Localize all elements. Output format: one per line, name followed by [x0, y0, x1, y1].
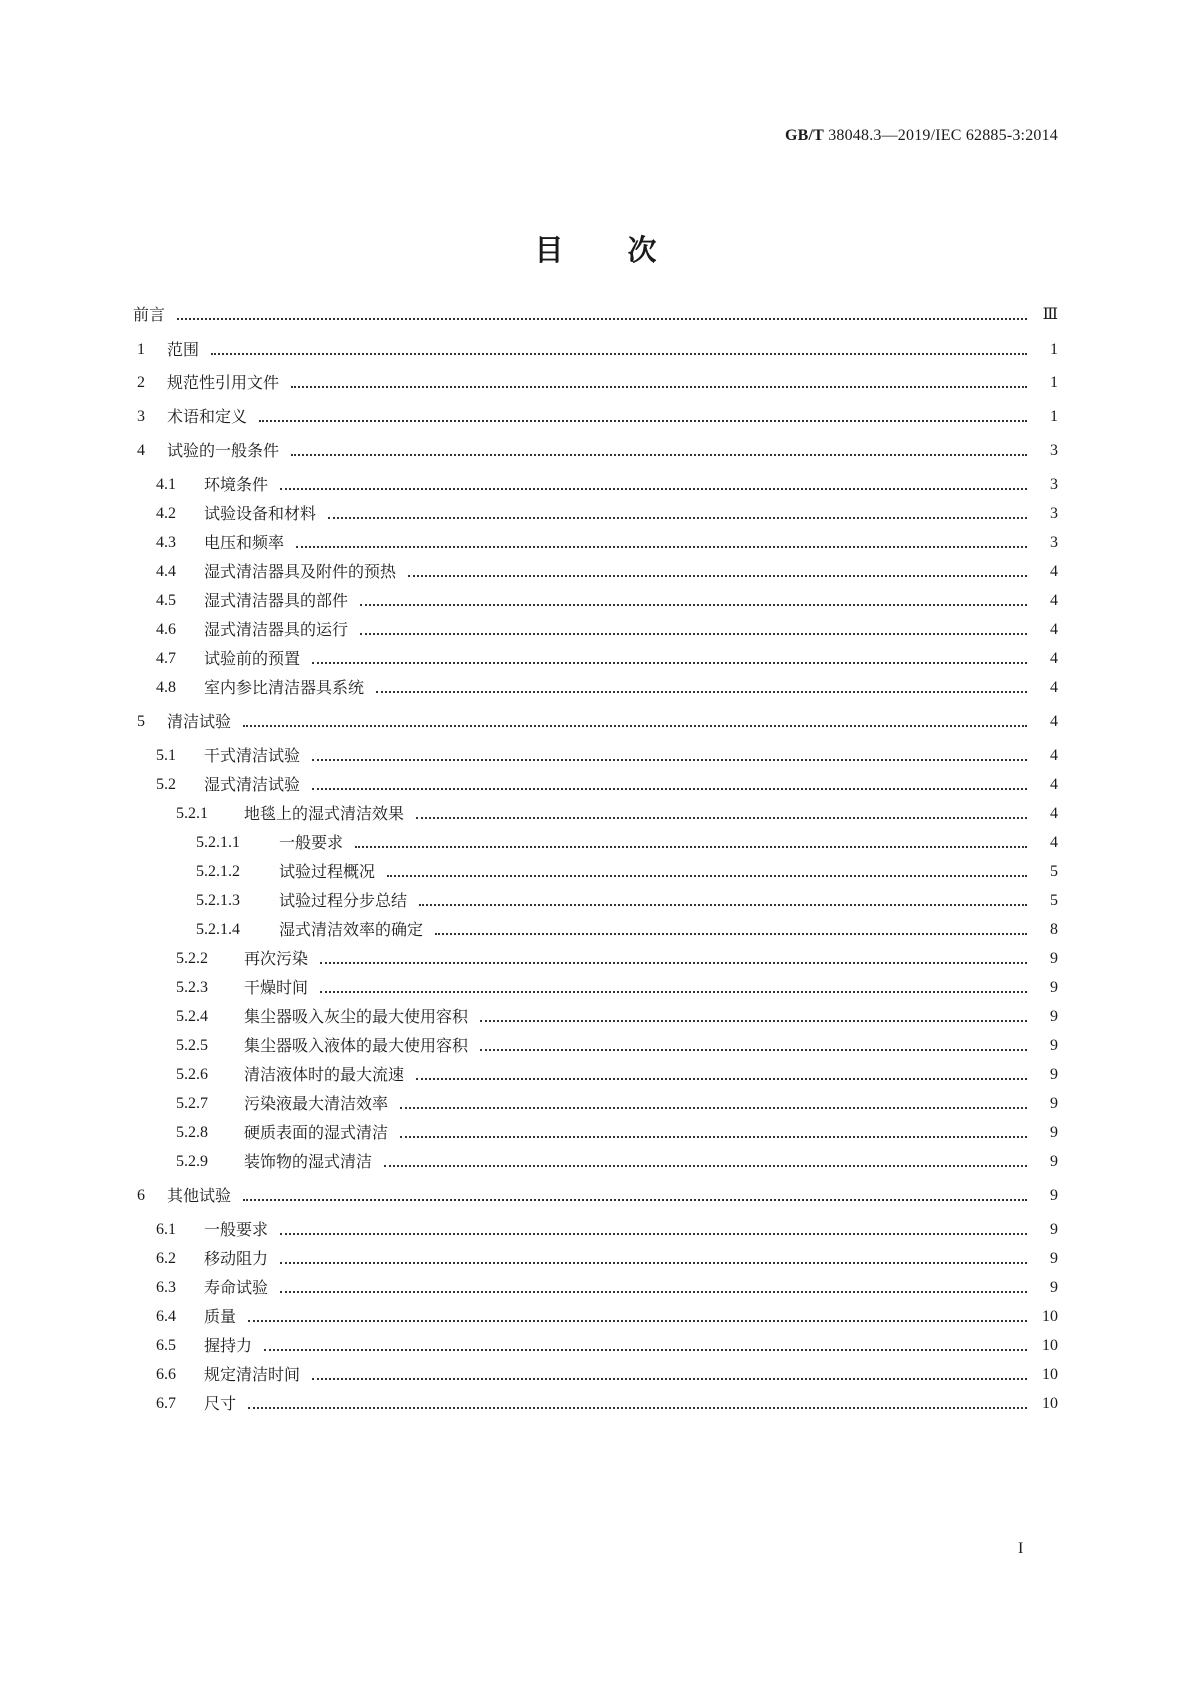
toc-leader-dots: [312, 788, 1027, 790]
toc-entry-number: 4.1: [156, 476, 176, 493]
toc-entry-label: 集尘器吸入液体的最大使用容积: [244, 1036, 469, 1055]
toc-leader-dots: [355, 846, 1027, 848]
toc-entry-label: 范围: [167, 340, 200, 359]
toc-entry-label: 前言: [133, 305, 166, 324]
toc-entry-number: 5.2: [156, 776, 176, 793]
page-number: I: [1018, 1540, 1024, 1557]
toc-leader-dots: [416, 817, 1027, 819]
toc-leader-dots: [384, 1165, 1027, 1167]
toc-entry[interactable]: [0, 710, 1191, 734]
toc-entry-page: 3: [1050, 476, 1058, 493]
toc-leader-dots: [328, 517, 1027, 519]
toc-entry-number: 6: [137, 1187, 145, 1204]
toc-entry-label: 装饰物的湿式清洁: [244, 1152, 373, 1171]
toc-leader-dots: [419, 904, 1027, 906]
toc-entry-number: 6.2: [156, 1250, 176, 1267]
toc-leader-dots: [280, 1291, 1027, 1293]
toc-entry-label: 湿式清洁效率的确定: [279, 920, 424, 939]
toc-entry[interactable]: [0, 947, 1191, 971]
toc-entry-label: 规定清洁时间: [204, 1365, 301, 1384]
toc-leader-dots: [320, 991, 1027, 993]
toc-entry-number: 4.2: [156, 505, 176, 522]
toc-entry-label: 质量: [204, 1307, 237, 1326]
toc-entry[interactable]: [0, 439, 1191, 463]
toc-entry-number: 6.3: [156, 1279, 176, 1296]
toc-entry-page: 4: [1050, 650, 1058, 667]
toc-entry-number: 4.7: [156, 650, 176, 667]
toc-entry[interactable]: [0, 860, 1191, 884]
toc-entry-number: 5.2.8: [176, 1124, 208, 1141]
toc-entry-number: 5.2.6: [176, 1066, 208, 1083]
toc-leader-dots: [480, 1020, 1027, 1022]
toc-entry[interactable]: [0, 1334, 1191, 1358]
toc-entry-page: 4: [1050, 805, 1058, 822]
toc-entry[interactable]: [0, 1184, 1191, 1208]
toc-entry-page: 4: [1050, 621, 1058, 638]
toc-entry-number: 5: [137, 713, 145, 730]
toc-entry-page: 1: [1050, 341, 1058, 358]
toc-entry-page: 3: [1050, 442, 1058, 459]
toc-leader-dots: [177, 318, 1027, 320]
toc-entry-page: 8: [1050, 921, 1058, 938]
toc-entry[interactable]: [0, 371, 1191, 395]
toc-entry-number: 5.2.1.4: [196, 921, 240, 938]
toc-entry[interactable]: [0, 1005, 1191, 1029]
toc-entry-label: 握持力: [204, 1336, 253, 1355]
toc-entry-label: 清洁试验: [167, 712, 232, 731]
toc-entry-page: 4: [1050, 834, 1058, 851]
toc-entry-page: 10: [1042, 1308, 1058, 1325]
toc-entry-label: 地毯上的湿式清洁效果: [244, 804, 405, 823]
toc-entry-number: 6.1: [156, 1221, 176, 1238]
toc-entry-page: 9: [1050, 1279, 1058, 1296]
toc-leader-dots: [291, 454, 1027, 456]
toc-entry[interactable]: [0, 802, 1191, 826]
toc-leader-dots: [291, 386, 1027, 388]
standard-prefix: GB/T: [784, 127, 824, 144]
toc-entry-number: 4.5: [156, 592, 176, 609]
toc-entry-label: 集尘器吸入灰尘的最大使用容积: [244, 1007, 469, 1026]
toc-entry-page: 9: [1050, 1066, 1058, 1083]
toc-entry-number: 5.2.1.1: [196, 834, 240, 851]
toc-entry-label: 寿命试验: [204, 1278, 269, 1297]
toc-entry-label: 尺寸: [204, 1394, 237, 1413]
toc-entry-page: 9: [1050, 1008, 1058, 1025]
toc-entry-page: 10: [1042, 1337, 1058, 1354]
toc-entry-page: 5: [1050, 863, 1058, 880]
toc-entry-page: 1: [1050, 408, 1058, 425]
toc-entry-number: 5.2.1: [176, 805, 208, 822]
toc-entry-page: 1: [1050, 374, 1058, 391]
toc-entry-page: 4: [1050, 776, 1058, 793]
toc-entry-number: 6.4: [156, 1308, 176, 1325]
toc-entry-page: Ⅲ: [1042, 306, 1058, 323]
toc-entry-page: 10: [1042, 1395, 1058, 1412]
toc-entry-page: 3: [1050, 534, 1058, 551]
toc-entry-page: 4: [1050, 563, 1058, 580]
toc-leader-dots: [280, 1262, 1027, 1264]
toc-entry-number: 4: [137, 442, 145, 459]
toc-entry-label: 术语和定义: [167, 407, 248, 426]
toc-entry-page: 4: [1050, 713, 1058, 730]
toc-entry[interactable]: [0, 773, 1191, 797]
toc-leader-dots: [400, 1107, 1027, 1109]
toc-entry-page: 4: [1050, 747, 1058, 764]
toc-entry-number: 4.8: [156, 679, 176, 696]
toc-entry-page: 10: [1042, 1366, 1058, 1383]
toc-entry-number: 6.7: [156, 1395, 176, 1412]
toc-leader-dots: [280, 488, 1027, 490]
toc-entry-label: 干燥时间: [244, 978, 309, 997]
toc-leader-dots: [248, 1320, 1027, 1322]
toc-leader-dots: [259, 420, 1027, 422]
toc-entry-label: 湿式清洁试验: [204, 775, 301, 794]
toc-entry-page: 3: [1050, 505, 1058, 522]
toc-entry-label: 试验过程概况: [279, 862, 376, 881]
toc-entry[interactable]: [0, 531, 1191, 555]
toc-leader-dots: [296, 546, 1027, 548]
toc-leader-dots: [320, 962, 1027, 964]
toc-entry[interactable]: [0, 1034, 1191, 1058]
toc-entry-page: 9: [1050, 1221, 1058, 1238]
toc-entry-number: 5.2.9: [176, 1153, 208, 1170]
toc-entry-number: 4.4: [156, 563, 176, 580]
toc-entry-label: 湿式清洁器具的运行: [204, 620, 349, 639]
toc-entry-page: 9: [1050, 1095, 1058, 1112]
toc-entry-label: 移动阻力: [204, 1249, 269, 1268]
toc-entry-page: 4: [1050, 592, 1058, 609]
toc-entry[interactable]: [0, 1121, 1191, 1145]
toc-entry-page: 9: [1050, 1187, 1058, 1204]
toc-entry-label: 试验的一般条件: [167, 441, 280, 460]
standard-code: 38048.3—2019/IEC 62885-3:2014: [824, 127, 1058, 144]
toc-entry[interactable]: [0, 831, 1191, 855]
toc-entry[interactable]: [0, 338, 1191, 362]
toc-leader-dots: [400, 1136, 1027, 1138]
toc-entry[interactable]: [0, 1150, 1191, 1174]
toc-entry-page: 9: [1050, 1153, 1058, 1170]
toc-leader-dots: [280, 1233, 1027, 1235]
toc-entry-label: 试验前的预置: [204, 649, 301, 668]
toc-leader-dots: [248, 1407, 1027, 1409]
toc-entry-number: 4.3: [156, 534, 176, 551]
toc-leader-dots: [312, 759, 1027, 761]
toc-entry-number: 6.6: [156, 1366, 176, 1383]
page-title: 目次: [534, 233, 721, 267]
toc-entry-number: 5.1: [156, 747, 176, 764]
toc-entry-number: 5.2.1.2: [196, 863, 240, 880]
toc-entry[interactable]: [0, 976, 1191, 1000]
toc-entry-number: 5.2.2: [176, 950, 208, 967]
toc-entry[interactable]: [0, 1218, 1191, 1242]
toc-entry[interactable]: [0, 1247, 1191, 1271]
toc-entry-number: 2: [137, 374, 145, 391]
toc-entry[interactable]: [0, 647, 1191, 671]
toc-entry[interactable]: [0, 1092, 1191, 1116]
toc-entry[interactable]: [0, 473, 1191, 497]
toc-entry-number: 6.5: [156, 1337, 176, 1354]
toc-entry[interactable]: [0, 1392, 1191, 1416]
toc-entry-number: 5.2.4: [176, 1008, 208, 1025]
toc-entry-number: 5.2.1.3: [196, 892, 240, 909]
toc-entry[interactable]: [0, 1305, 1191, 1329]
toc-entry[interactable]: [0, 560, 1191, 584]
toc-leader-dots: [264, 1349, 1027, 1351]
toc-leader-dots: [480, 1049, 1027, 1051]
toc-leader-dots: [312, 1378, 1027, 1380]
toc-entry[interactable]: [0, 676, 1191, 700]
toc-entry[interactable]: [0, 1276, 1191, 1300]
toc-entry-label: 电压和频率: [204, 533, 285, 552]
toc-leader-dots: [416, 1078, 1027, 1080]
toc-entry-page: 9: [1050, 950, 1058, 967]
toc-entry-page: 9: [1050, 979, 1058, 996]
toc-entry-label: 规范性引用文件: [167, 373, 280, 392]
toc-entry-label: 清洁液体时的最大流速: [244, 1065, 405, 1084]
toc-leader-dots: [376, 691, 1027, 693]
toc-entry-label: 其他试验: [167, 1186, 232, 1205]
toc-entry[interactable]: [0, 303, 1191, 327]
toc-entry-label: 一般要求: [279, 833, 344, 852]
toc-entry-page: 5: [1050, 892, 1058, 909]
toc-leader-dots: [312, 662, 1027, 664]
toc-entry[interactable]: [0, 589, 1191, 613]
toc-entry[interactable]: [0, 618, 1191, 642]
toc-entry-label: 一般要求: [204, 1220, 269, 1239]
toc-entry-label: 试验设备和材料: [204, 504, 317, 523]
toc-entry-number: 5.2.3: [176, 979, 208, 996]
toc-entry-number: 5.2.5: [176, 1037, 208, 1054]
toc-entry-label: 污染液最大清洁效率: [244, 1094, 389, 1113]
toc-entry-page: 9: [1050, 1250, 1058, 1267]
toc-entry-number: 3: [137, 408, 145, 425]
toc-entry-label: 硬质表面的湿式清洁: [244, 1123, 389, 1142]
toc-entry[interactable]: [0, 405, 1191, 429]
toc-entry[interactable]: [0, 744, 1191, 768]
toc-leader-dots: [360, 633, 1027, 635]
toc-entry-label: 湿式清洁器具的部件: [204, 591, 349, 610]
toc-leader-dots: [408, 575, 1027, 577]
toc-entry[interactable]: [0, 502, 1191, 526]
toc-entry-page: 4: [1050, 679, 1058, 696]
toc-entry-label: 再次污染: [244, 949, 309, 968]
toc-leader-dots: [211, 353, 1027, 355]
toc-entry[interactable]: [0, 918, 1191, 942]
toc-leader-dots: [243, 725, 1027, 727]
toc-entry-label: 环境条件: [204, 475, 269, 494]
toc-entry-label: 湿式清洁器具及附件的预热: [204, 562, 397, 581]
toc-leader-dots: [387, 875, 1027, 877]
toc-entry[interactable]: [0, 1063, 1191, 1087]
toc-entry-page: 9: [1050, 1124, 1058, 1141]
toc-entry-label: 干式清洁试验: [204, 746, 301, 765]
toc-leader-dots: [243, 1199, 1027, 1201]
toc-entry-number: 4.6: [156, 621, 176, 638]
toc-leader-dots: [360, 604, 1027, 606]
toc-entry-number: 5.2.7: [176, 1095, 208, 1112]
toc-entry-number: 1: [137, 341, 145, 358]
toc-entry[interactable]: [0, 1363, 1191, 1387]
toc-entry[interactable]: [0, 889, 1191, 913]
toc-entry-page: 9: [1050, 1037, 1058, 1054]
toc-entry-label: 室内参比清洁器具系统: [204, 678, 365, 697]
toc-entry-label: 试验过程分步总结: [279, 891, 408, 910]
toc-leader-dots: [435, 933, 1027, 935]
